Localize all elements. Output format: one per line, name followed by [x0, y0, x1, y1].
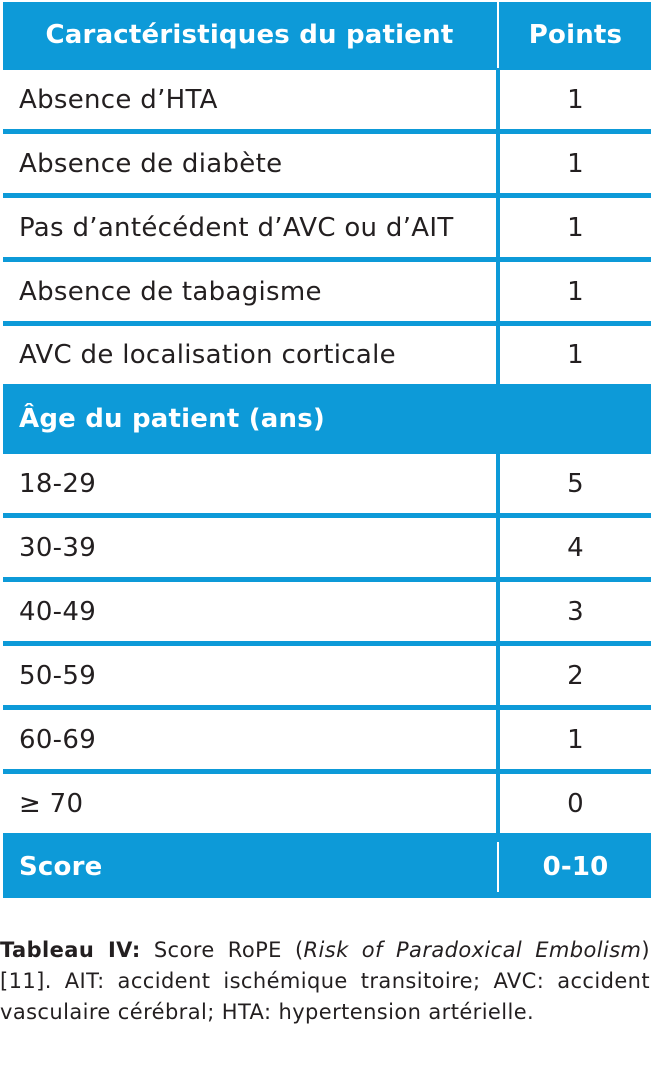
table-row: [3, 134, 651, 193]
row-points: 4: [500, 518, 651, 577]
table-row: [3, 326, 651, 384]
row-label: 18-29: [3, 454, 496, 513]
row-points: 1: [500, 326, 651, 384]
score-label: Score: [19, 852, 103, 882]
row-label: 30-39: [3, 518, 496, 577]
row-points: 1: [500, 198, 651, 257]
caption-title: Tableau IV:: [0, 938, 141, 962]
row-points: 1: [500, 710, 651, 769]
row-label: Absence d’HTA: [3, 70, 496, 129]
table-row: [3, 262, 651, 321]
table-row: [3, 710, 651, 769]
row-label: AVC de localisation corticale: [3, 326, 496, 384]
table-row: [3, 646, 651, 705]
row-points: 1: [500, 134, 651, 193]
caption-text-a: Score RoPE (: [153, 938, 304, 962]
table-header-row: [3, 2, 651, 68]
table-row: [3, 454, 651, 513]
header-characteristics: Caractéristiques du patient: [45, 20, 454, 50]
age-section-header: [3, 387, 651, 451]
rope-score-table: [3, 2, 651, 898]
row-label: 40-49: [3, 582, 496, 641]
table-row: [3, 70, 651, 129]
table-caption: [0, 935, 650, 1028]
table-row: [3, 582, 651, 641]
row-label: Absence de tabagisme: [3, 262, 496, 321]
row-label: Pas d’antécédent d’AVC ou d’AIT: [3, 198, 496, 257]
row-points: 2: [500, 646, 651, 705]
table-row: [3, 198, 651, 257]
column-divider: [497, 842, 499, 892]
score-row: [3, 836, 651, 898]
table-row: [3, 518, 651, 577]
row-label: 60-69: [3, 710, 496, 769]
row-points: 1: [500, 262, 651, 321]
caption-italic: Risk of Paradoxical Embolism: [303, 938, 642, 962]
row-points: 5: [500, 454, 651, 513]
row-label: 50-59: [3, 646, 496, 705]
table-row: [3, 774, 651, 833]
header-points: Points: [528, 20, 623, 50]
score-value: 0-10: [542, 852, 609, 882]
row-label: Absence de diabète: [3, 134, 496, 193]
caption-text-b: ) [11]. AIT: accident ischémique transitoire; AVC: accident vasculaire cérébral; HTA: hypertension artérielle.: [0, 938, 651, 1024]
row-label: ≥ 70: [3, 774, 496, 833]
row-points: 0: [500, 774, 651, 833]
column-divider: [497, 2, 499, 68]
row-points: 3: [500, 582, 651, 641]
row-points: 1: [500, 70, 651, 129]
age-section-title: Âge du patient (ans): [19, 404, 326, 434]
